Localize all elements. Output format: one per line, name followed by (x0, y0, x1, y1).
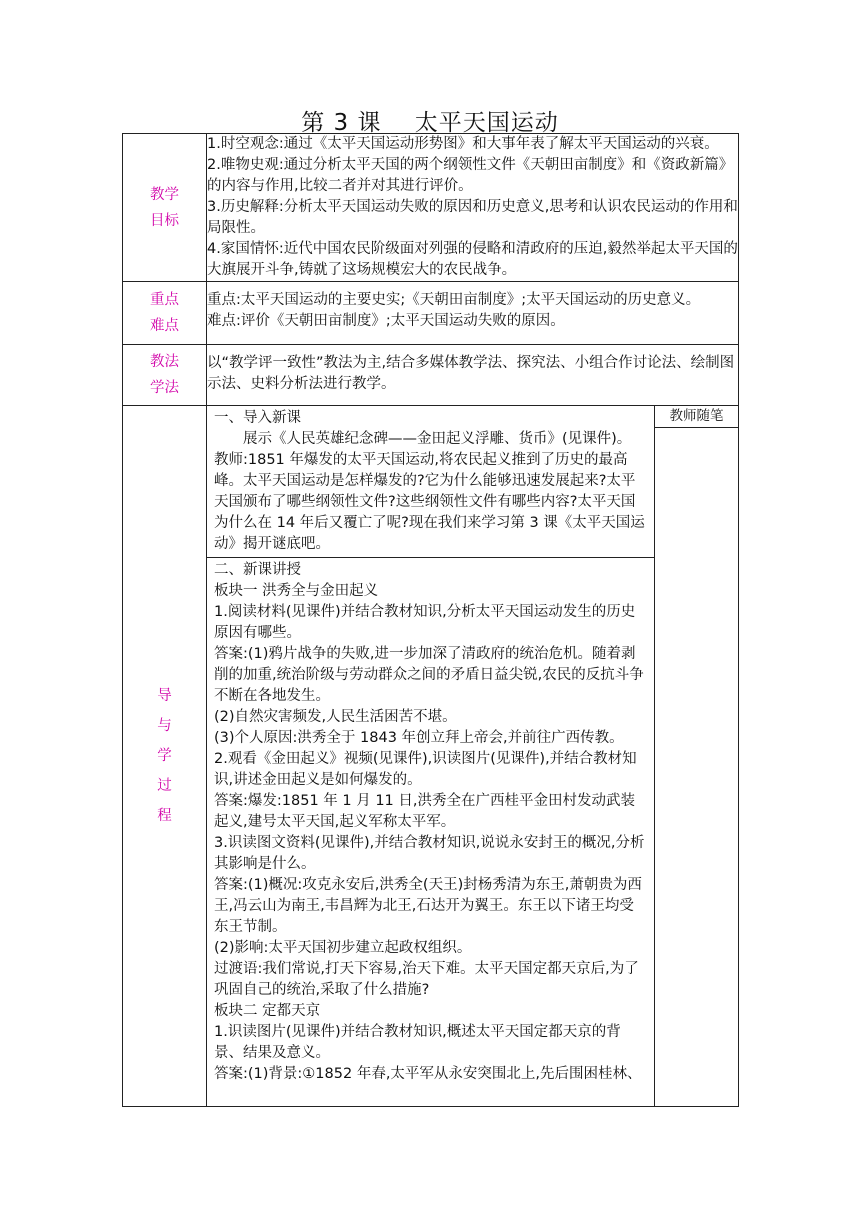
objective-item: 2.唯物史观:通过分析太平天国的两个纲领性文件《天朝田亩制度》和《资政新篇》的内容与作用,比较二者并对其进行评价。 (207, 157, 734, 194)
lecture-line: 答案:(1)背景:①1852 年春,太平军从永安突围北上,先后围困桂林、 (214, 1066, 642, 1082)
keypoint-item: 难点:评价《天朝田亩制度》;太平天国运动失败的原因。 (207, 313, 565, 329)
intro-section (207, 406, 654, 558)
methods-label-line: 教法 (150, 354, 179, 370)
lesson-title: 第 3 课 太平天国运动 (301, 110, 559, 136)
methods-label-line: 学法 (150, 380, 179, 396)
process-row (123, 406, 739, 1107)
methods-text: 以“教学评一致性”教法为主,结合多媒体教学法、探究法、小组合作讨论法、绘制图示法、史料分析法进行教学。 (207, 355, 735, 392)
objectives-label (123, 134, 207, 282)
lecture-line: (3)个人原因:洪秀全于 1843 年创立拜上帝会,并前往广西传教。 (214, 730, 624, 746)
intro-line: 展示《人民英雄纪念碑——金田起义浮雕、货币》(见课件)。 (243, 431, 632, 447)
teacher-notes-column (655, 406, 739, 1107)
objectives-row (123, 134, 739, 282)
lecture-line: 二、新课讲授 (214, 562, 301, 578)
objectives-content (207, 134, 739, 282)
lecture-line: 板块二 定都天京 (214, 1003, 321, 1019)
objectives-label-line: 教学 (150, 186, 179, 203)
lecture-line: 答案:爆发:1851 年 1 月 11 日,洪秀全在广西桂平金田村发动武装起义,建号太平天国,起义军称太平军。 (214, 793, 636, 830)
objectives-label-line: 目标 (150, 212, 179, 229)
lecture-line: 答案:(1)概况:攻克永安后,洪秀全(天王)封杨秀清为东王,萧朝贵为西王,冯云山为南王,韦昌辉为北王,石达开为翼王。东王以下诸王均受东王节制。 (214, 877, 642, 935)
lecture-line: (2)影响:太平天国初步建立起政权组织。 (214, 940, 472, 956)
methods-row (123, 345, 739, 406)
keypoints-content (207, 282, 739, 345)
keypoints-label-line: 难点 (150, 318, 179, 334)
methods-content (207, 345, 739, 406)
process-label-char: 学 (157, 748, 172, 764)
lecture-line: 板块一 洪秀全与金田起义 (214, 583, 379, 599)
keypoint-item: 重点:太平天国运动的主要史实;《天朝田亩制度》;太平天国运动的历史意义。 (207, 292, 701, 308)
teacher-notes-header: 教师随笔 (655, 406, 738, 428)
intro-line: 教师:1851 年爆发的太平天国运动,将农民起义推到了历史的最高峰。太平天国运动是怎样爆发的?它为什么能够迅速发展起来?太平天国颁布了哪些纲领性文件?这些纲领性文件有哪些内容?太平天国为什么在 14 年后又覆亡了呢?现在我们来学习第 3 课《太平天国运动》揭开谜底吧。 (214, 452, 645, 552)
methods-label (123, 345, 207, 406)
process-label-char: 程 (157, 808, 172, 824)
lesson-plan-table (122, 133, 739, 1107)
keypoints-row (123, 282, 739, 345)
lecture-line: 1.识读图片(见课件)并结合教材知识,概述太平天国定都天京的背景、结果及意义。 (214, 1024, 621, 1061)
keypoints-label (123, 282, 207, 345)
objective-item: 1.时空观念:通过《太平天国运动形势图》和大事年表了解太平天国运动的兴衰。 (207, 136, 719, 152)
objective-item: 3.历史解释:分析太平天国运动失败的原因和历史意义,思考和认识农民运动的作用和局限性。 (207, 199, 738, 236)
lecture-line: 3.识读图文资料(见课件),并结合教材知识,说说永安封王的概况,分析其影响是什么。 (214, 835, 645, 872)
intro-heading: 一、导入新课 (214, 410, 301, 426)
process-label-char: 与 (157, 718, 172, 734)
lecture-line: 过渡语:我们常说,打天下容易,治天下难。太平天国定都天京后,为了巩固自己的统治,采取了什么措施? (214, 961, 639, 998)
lecture-line: 答案:(1)鸦片战争的失败,进一步加深了清政府的统治危机。随着剥削的加重,统治阶级与劳动群众之间的矛盾日益尖锐,农民的反抗斗争不断在各地发生。 (214, 646, 644, 704)
process-label-char: 过 (157, 778, 172, 794)
lecture-line: (2)自然灾害频发,人民生活困苦不堪。 (214, 709, 457, 725)
process-content (207, 406, 655, 1107)
lecture-line: 1.阅读材料(见课件)并结合教材知识,分析太平天国运动发生的历史原因有哪些。 (214, 604, 636, 641)
lecture-section (207, 558, 654, 1087)
process-label-char: 导 (157, 688, 172, 704)
lecture-line: 2.观看《金田起义》视频(见课件),识读图片(见课件),并结合教材知识,讲述金田起义是如何爆发的。 (214, 751, 637, 788)
process-label (123, 406, 207, 1107)
objective-item: 4.家国情怀:近代中国农民阶级面对列强的侵略和清政府的压迫,毅然举起太平天国的大旗展开斗争,铸就了这场规模宏大的农民战争。 (207, 241, 738, 278)
keypoints-label-line: 重点 (150, 292, 179, 308)
